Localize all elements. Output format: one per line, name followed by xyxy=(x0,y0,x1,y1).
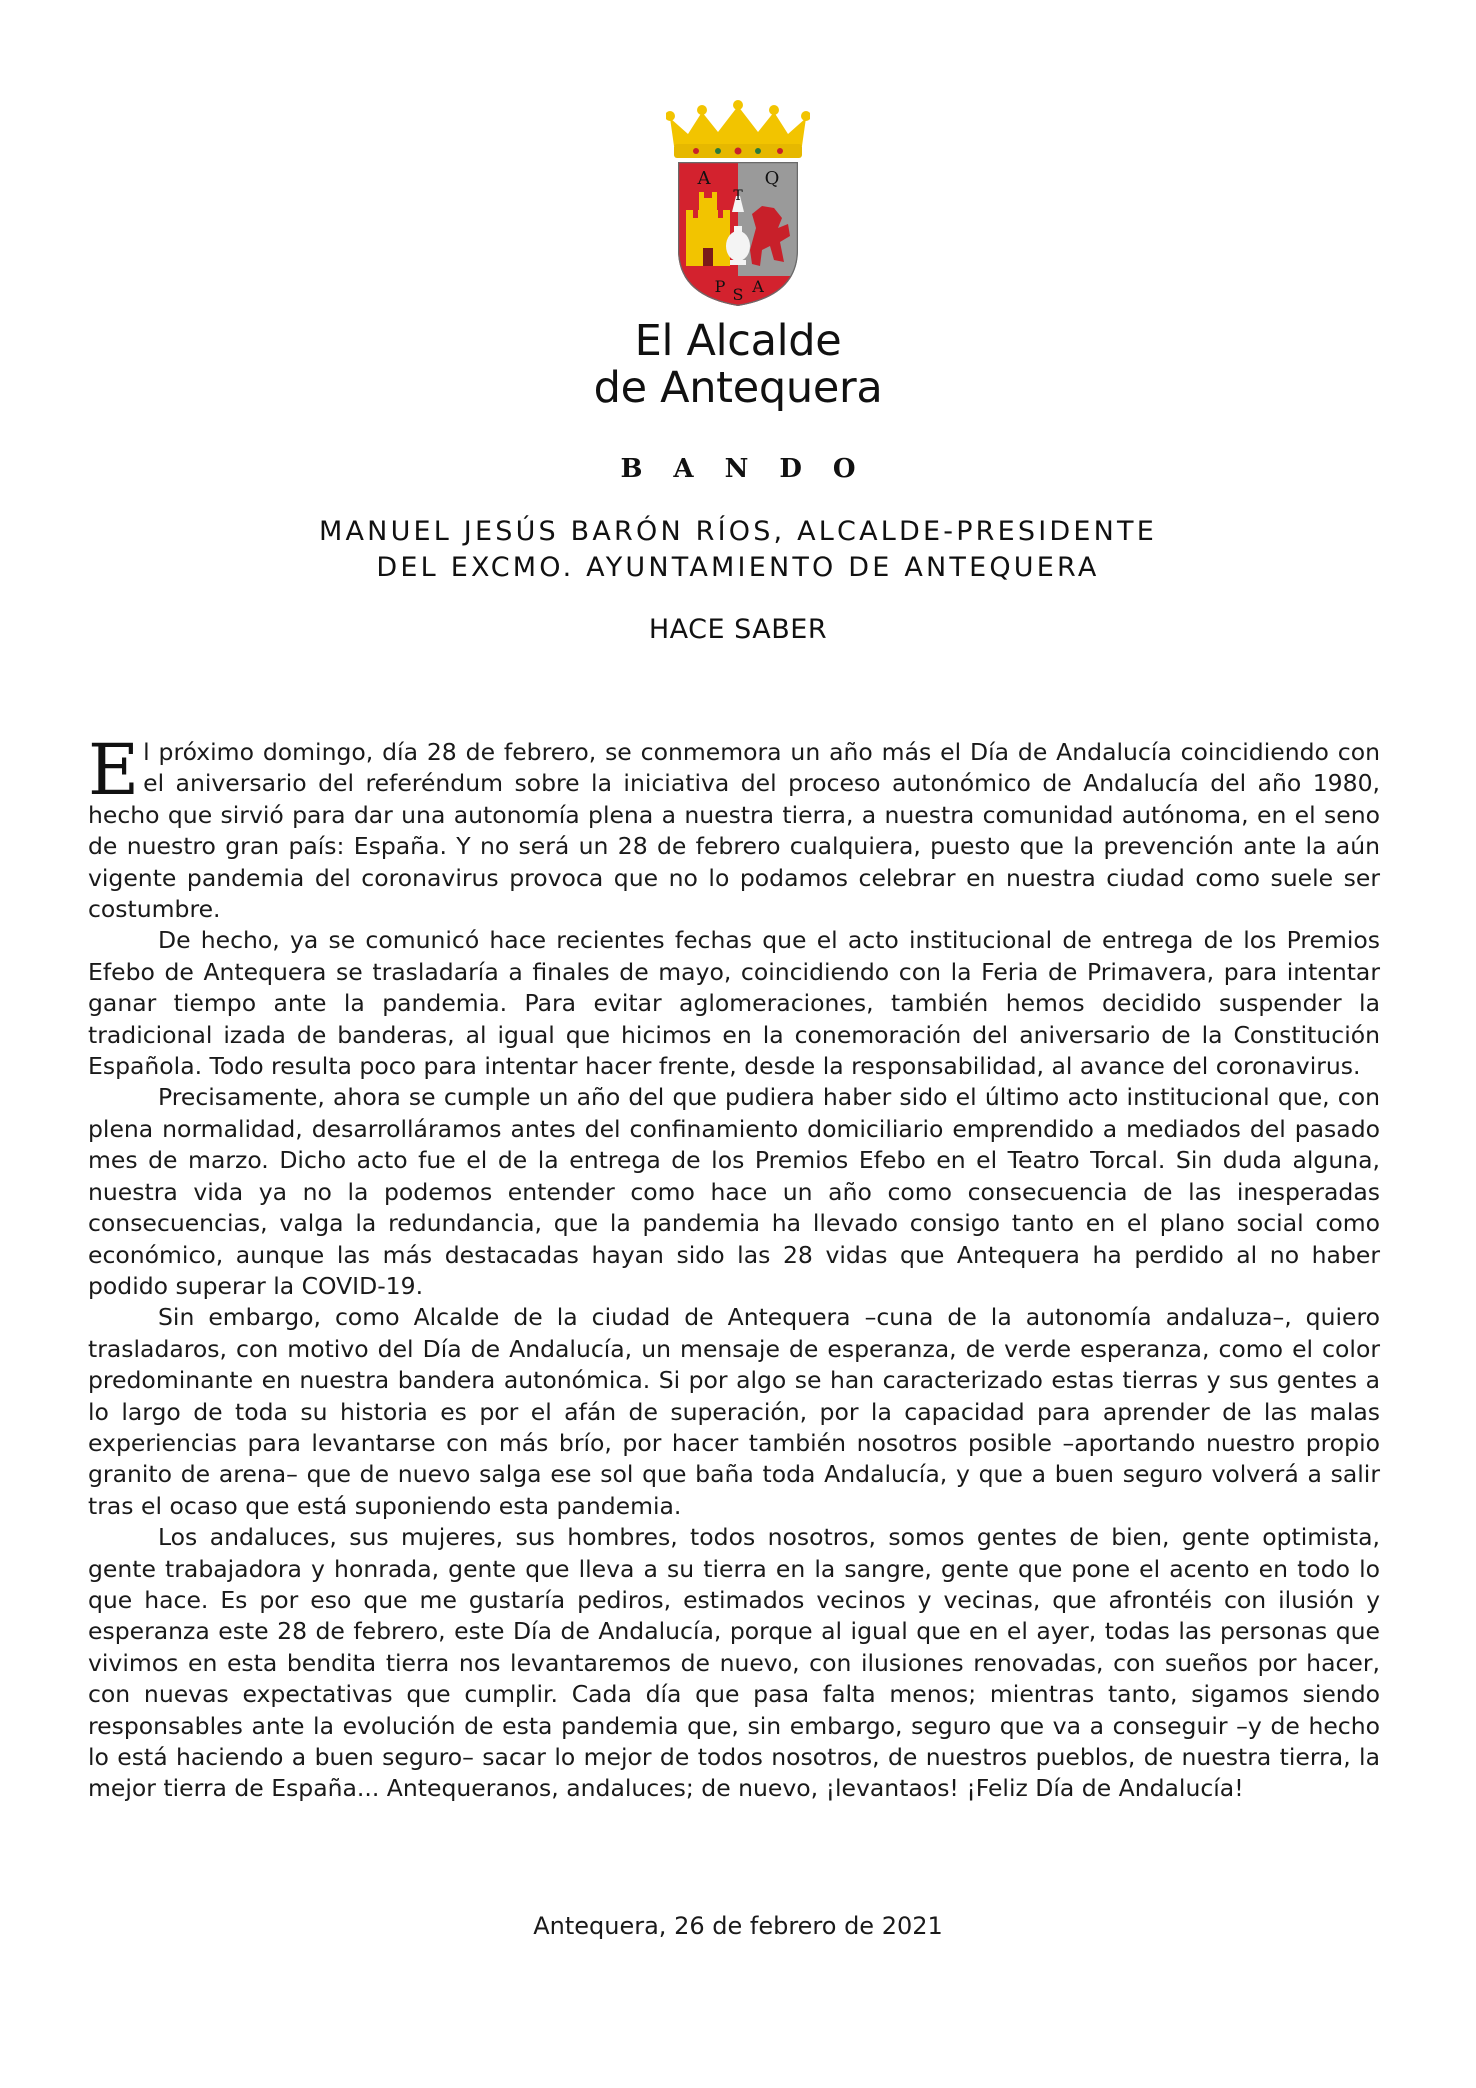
authority-title-line2: de Antequera xyxy=(593,363,883,413)
official-line1: MANUEL JESÚS BARÓN RÍOS, ALCALDE-PRESIDENTE xyxy=(319,516,1157,547)
crown-icon xyxy=(666,100,810,158)
signoff-date: Antequera, 26 de febrero de 2021 xyxy=(533,1912,943,1940)
crest-letter-a2: A xyxy=(752,277,764,296)
crest-letter-t: T xyxy=(733,188,743,204)
paragraph-1 xyxy=(88,729,1380,925)
paragraph-3: Precisamente, ahora se cumple un año del que pudiera haber sido el último acto institucional que, con plena normalidad, desarrolláramos antes del confinamiento domiciliario emprendido a mediados del pasado mes de marzo. Dicho acto fue el de la entrega de los Premios Efebo en el Teatro Torcal. Sin duda alguna, nuestra vida ya no la podemos entender como hace un año como consecuencia de las inesperadas consecuencias, valga la redundancia, que la pandemia ha llevado consigo tanto en el plano social como económico, aunque las más destacadas hayan sido las 28 vidas que Antequera ha perdido al no haber podido superar la COVID-19. xyxy=(88,1083,1380,1300)
paragraph-4: Sin embargo, como Alcalde de la ciudad de Antequera –cuna de la autonomía andaluza–, quiero trasladaros, con motivo del Día de Andalucía, un mensaje de esperanza, de verde esperanza, como el color predominante en nuestra bandera autonómica. Si por algo se han caracterizado estas tierras y sus gentes a lo largo de toda su historia es por el afán de superación, por la capacidad para aprender de las malas experiencias para levantarse con más brío, por hacer también nosotros posible –aportando nuestro propio granito de arena– que de nuevo salga ese sol que baña toda Andalucía, y que a buen seguro volverá a salir tras el ocaso que está suponiendo esta pandemia. xyxy=(88,1303,1380,1520)
paragraph-2: De hecho, ya se comunicó hace recientes fechas que el acto institucional de entrega de los Premios Efebo de Antequera se trasladaría a finales de mayo, coincidiendo con la Feria de Primavera, para intentar ganar tiempo ante la pandemia. Para evitar aglomeraciones, también hemos decidido suspender la tradicional izada de banderas, al igual que hicimos en la conemoración del aniversario de la Constitución Española. Todo resulta poco para intentar hacer frente, desde la responsabilidad, al avance del coronavirus. xyxy=(88,926,1380,1081)
hace-saber-heading: HACE SABER xyxy=(648,614,828,645)
paragraph-5: Los andaluces, sus mujeres, sus hombres, todos nosotros, somos gentes de bien, gente optimista, gente trabajadora y honrada, gente que lleva a su tierra en la sangre, gente que pone el acento en todo lo que hace. Es por eso que me gustaría pediros, estimados vecinos y vecinas, que afrontéis con ilusión y esperanza este 28 de febrero, este Día de Andalucía, porque al igual que en el ayer, todas las personas que vivimos en esta bendita tierra nos levantaremos de nuevo, con ilusiones renovadas, con sueños por hacer, con nuevas expectativas que cumplir. Cada día que pasa falta menos; mientras tanto, sigamos siendo responsables ante la evolución de esta pandemia que, sin embargo, seguro que va a conseguir –y de hecho lo está haciendo a buen seguro– sacar lo mejor de todos nosotros, de nuestros pueblos, de nuestra tierra, la mejor tierra de España... Antequeranos, andaluces; de nuevo, ¡levantaos! ¡Feliz Día de Andalucía! xyxy=(88,1523,1380,1803)
drop-cap: E xyxy=(88,729,140,811)
paragraph-1-text: l próximo domingo, día 28 de febrero, se conmemora un año más el Día de Andalucía coincidiendo con el aniversario del referéndum sobre la iniciativa del proceso autonómico de Andalucía del año 1980, hecho que sirvió para dar una autonomía plena a nuestra tierra, a nuestra comunidad autónoma, en el seno de nuestro gran país: España. Y no será un 28 de febrero cualquiera, puesto que la prevención ante la aún vigente pandemia del coronavirus provoca que no lo podamos celebrar en nuestra ciudad como suele ser costumbre. xyxy=(88,738,1380,924)
crest-letter-q: Q xyxy=(764,168,780,189)
crest-letter-p: P xyxy=(714,277,726,296)
bando-heading: BANDO xyxy=(620,454,887,484)
shield-icon xyxy=(678,162,798,310)
antequera-coat-of-arms xyxy=(666,100,810,310)
official-line2: DEL EXCMO. AYUNTAMIENTO DE ANTEQUERA xyxy=(376,552,1100,583)
crest-letter-a: A xyxy=(697,168,711,189)
crest-letter-s: S xyxy=(732,285,744,304)
authority-title-line1: El Alcalde xyxy=(634,316,842,366)
proclamation-body xyxy=(88,729,1380,1805)
